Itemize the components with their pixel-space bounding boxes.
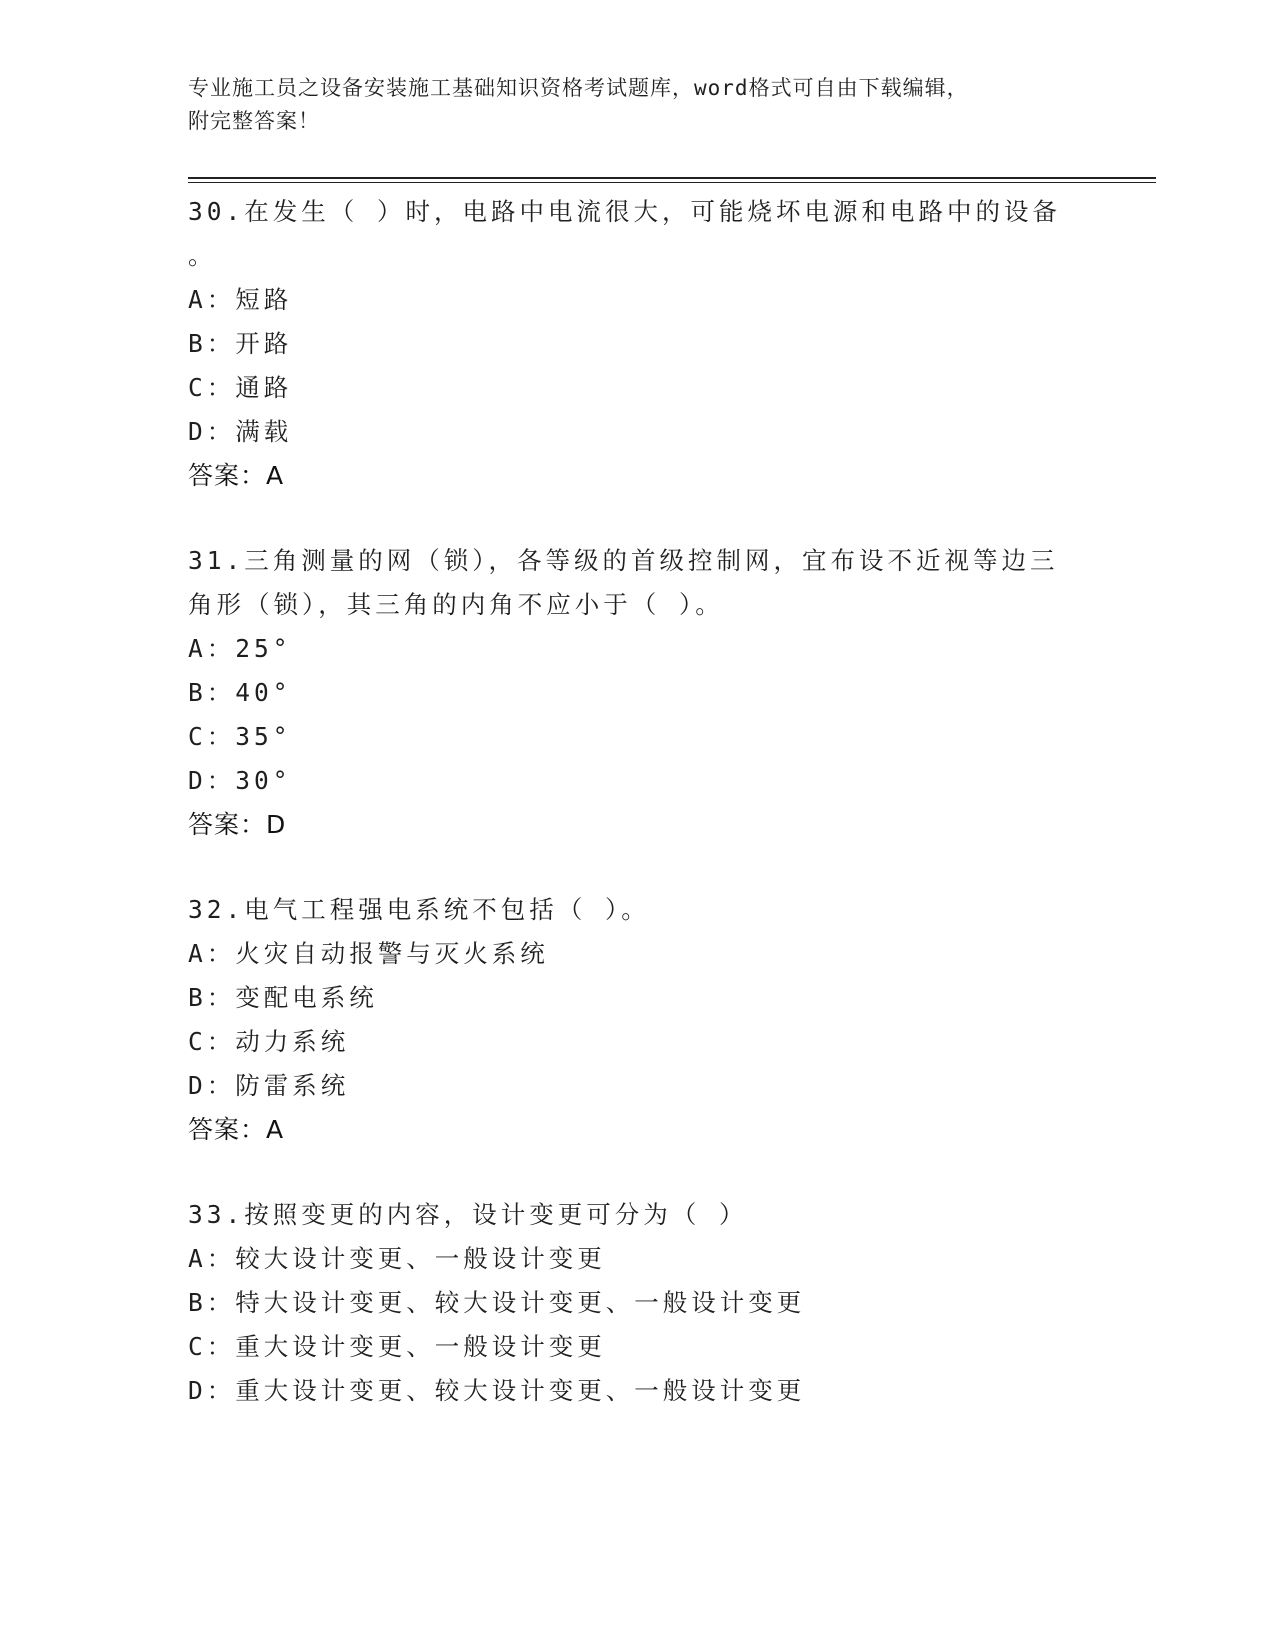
question-33-option-c: C：重大设计变更、一般设计变更 [188,1332,606,1361]
question-33-stem-line-1: 33.按照变更的内容，设计变更可分为（ ） [188,1200,748,1229]
question-32-answer: 答案：A [188,1115,285,1144]
question-30-stem-line-1: 30.在发生（ ）时，电路中电流很大，可能烧坏电源和电路中的设备 [188,197,1061,226]
question-33-option-d: D：重大设计变更、较大设计变更、一般设计变更 [188,1376,806,1405]
question-31-stem-line-1: 31.三角测量的网（锁），各等级的首级控制网，宜布设不近视等边三 [188,546,1059,575]
question-32-option-c: C：动力系统 [188,1027,350,1056]
header-divider-thin [188,182,1156,183]
question-30-option-c: C：通路 [188,373,293,402]
question-32-stem-line-1: 32.电气工程强电系统不包括（ ）。 [188,895,650,924]
question-31-answer: 答案：D [188,810,287,839]
question-30-option-a: A：短路 [188,285,293,314]
question-30-stem-line-2: 。 [188,241,217,270]
document-header [188,72,1088,138]
header-line-2: 附完整答案！ [188,109,320,133]
question-30-answer: 答案：A [188,461,285,490]
question-33-option-a: A：较大设计变更、一般设计变更 [188,1244,606,1273]
question-31-option-b: B：40° [188,678,292,707]
question-31-option-c: C：35° [188,722,292,751]
question-32-option-a: A：火灾自动报警与灭火系统 [188,939,549,968]
header-line-1: 专业施工员之设备安装施工基础知识资格考试题库，word格式可自由下载编辑， [188,76,969,100]
question-32-option-b: B：变配电系统 [188,983,378,1012]
question-31-option-d: D：30° [188,766,292,795]
question-33-option-b: B：特大设计变更、较大设计变更、一般设计变更 [188,1288,806,1317]
question-32-option-d: D：防雷系统 [188,1071,350,1100]
question-30-option-d: D：满载 [188,417,293,446]
question-30-option-b: B：开路 [188,329,293,358]
header-divider-thick [188,177,1156,179]
question-31-stem-line-2: 角形（锁），其三角的内角不应小于（ ）。 [188,590,724,619]
question-31-option-a: A：25° [188,634,292,663]
